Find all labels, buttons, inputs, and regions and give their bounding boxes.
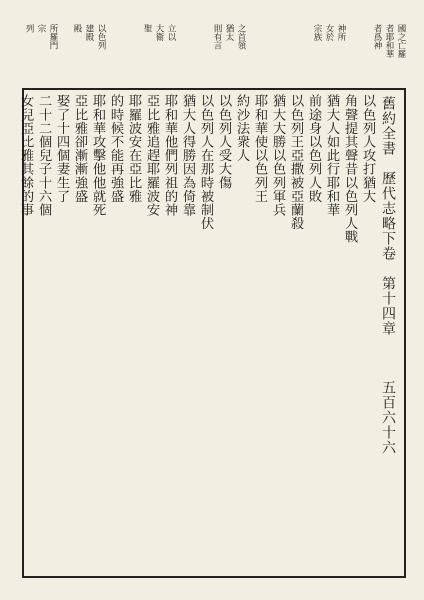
text-column: 以色列人在那時被制伏 — [198, 94, 213, 230]
header-col: 立以 — [166, 24, 176, 41]
header-col: 猶太 — [224, 24, 234, 41]
header-col: 國之亡羅 — [396, 24, 406, 58]
text-column: 猶大人如此行耶和華 — [324, 94, 339, 217]
header-col: 所羅門 — [48, 24, 58, 50]
header-col: 宗 — [36, 24, 46, 33]
text-column: 猶大大勝以色列軍兵 — [270, 94, 285, 217]
text-column: 耶和華他們列祖的神 — [162, 94, 177, 217]
header-col: 列 — [24, 24, 34, 33]
header-col: 建殿 — [84, 24, 94, 41]
text-column: 耶和華攻擊他他就死 — [90, 94, 105, 217]
text-column: 前途身以色列人敗 — [306, 94, 321, 203]
header-col: 殿 — [72, 24, 82, 33]
header-col: 大衛 — [154, 24, 164, 41]
text-column: 娶了十四個妻生了 — [54, 94, 69, 203]
text-column: 以色列王亞撒被亞蘭殺 — [288, 94, 303, 230]
header-col: 則有言 — [212, 24, 222, 50]
text-column: 耶羅波安在亞比雅 — [126, 94, 141, 203]
text-column: 猶大人得勝因為倚靠 — [180, 94, 195, 217]
header-col: 聖 — [142, 24, 152, 33]
text-column: 二十二個兒子十六個 — [36, 94, 51, 217]
header-col: 以色列 — [96, 24, 106, 50]
text-column: 角聲提其聲昔以色列人戰 — [342, 94, 357, 244]
page-number: 五百六十六 — [380, 380, 396, 455]
header-col: 者耶和華 — [384, 24, 394, 58]
text-column: 耶和華使以色列王 — [252, 94, 267, 203]
text-column: 亞比雅卻漸漸強盛 — [72, 94, 87, 203]
document-page — [18, 20, 406, 580]
header-col: 神所 — [336, 24, 346, 41]
header-col: 者爲神 — [372, 24, 382, 50]
text-column: 亞比雅追趕耶羅波安 — [144, 94, 159, 217]
header-col: 女於 — [324, 24, 334, 41]
text-column: 約沙法衆人 — [234, 94, 249, 162]
text-column: 的時候不能再強盛 — [108, 94, 123, 203]
text-column: 女兒亞比雅其餘的事 — [18, 94, 33, 217]
header-annotations — [22, 20, 406, 88]
header-col: 之首領 — [236, 24, 246, 50]
text-column: 以色列人受大傷 — [216, 94, 231, 190]
header-col: 宗族 — [312, 24, 322, 41]
text-column: 以色列人攻打猶大 — [360, 94, 375, 203]
running-title: 舊約全書 歷代志略下卷 第十四章 — [380, 96, 396, 336]
